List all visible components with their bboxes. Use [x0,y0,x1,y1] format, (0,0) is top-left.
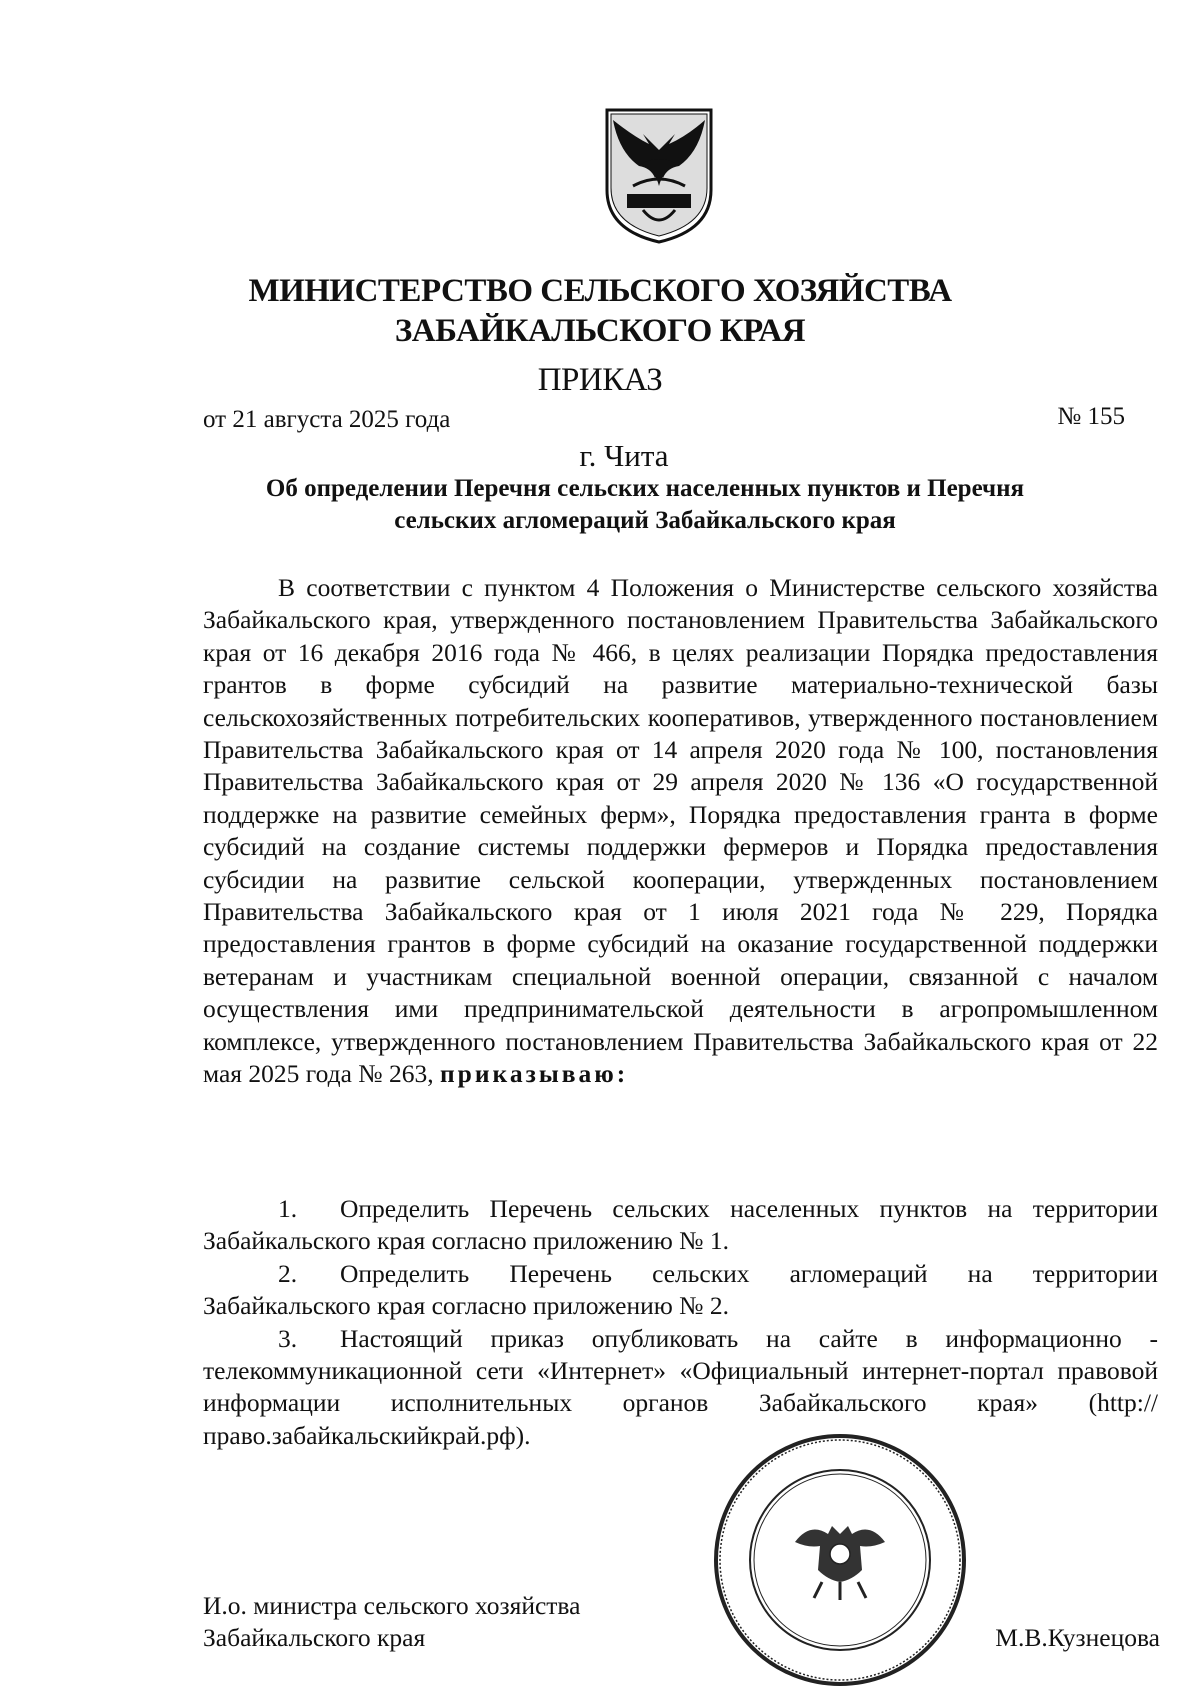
command-word: приказываю: [439,1059,629,1089]
document-type: ПРИКАЗ [537,362,663,398]
official-seal-stamp [710,1430,970,1690]
coat-of-arms-emblem [603,106,715,246]
order-item [203,1193,1158,1258]
document-date: от 21 августа 2025 года [203,406,451,433]
item-text: Определить Перечень сельских населенных пунктов на территории Забайкальского края согласно приложению № 1. [203,1194,1158,1256]
order-item [203,1323,1158,1453]
position-line1: И.о. министра сельского хозяйства [203,1591,581,1620]
item-number: 1. [278,1194,298,1223]
item-text: Определить Перечень сельских агломераций на территории Забайкальского края согласно приложению № 2. [203,1258,1158,1321]
preamble [203,572,1158,1091]
title-line2: сельских агломераций Забайкальского края [394,507,896,534]
preamble-paragraph [203,572,1158,1091]
ministry-name-line1: МИНИСТЕРСТВО СЕЛЬСКОГО ХОЗЯЙСТВА [248,273,952,309]
preamble-text: В соответствии с пунктом 4 Положения о Министерстве сельского хозяйства Забайкальского края, утвержденного постановлением Правительства Забайкальского края от 16 декабря 2016 года № 466, в целях реализации Порядка предоставления грантов в форме субсидий на развитие материально-технической базы сельскохозяйственных потребительских кооперативов, утвержденного постановлением Правительства Забайкальского края от 14 апреля 2020 года № 100, постановления Правительства Забайкальского края от 29 апреля 2020 № 136 «О государственной поддержке на развитие семейных ферм», Порядка предоставления гранта в форме субсидий на создание системы поддержки фермеров и Порядка предоставления субсидии на развитие сельской кооперации, утвержденных постановлением Правительства Забайкальского края от 1 июля 2021 года № 229, Порядка предоставления грантов в форме субсидий на оказание государственной поддержки ветеранам и участникам специальной военной операции, связанной с началом осуществления ими предпринимательской деятельности в агропромышленном комплексе, утвержденного постановлением Правительства Забайкальского края от 22 мая 2025 года № 263, [203,573,1158,1089]
position-line2: Забайкальского края [203,1623,426,1652]
document-number: № 155 [1057,403,1125,430]
item-number: 2. [278,1258,298,1288]
order-items [203,1193,1158,1452]
document-city: г. Чита [579,438,669,473]
order-item [203,1258,1158,1323]
signatory-name: М.В.Кузнецова [995,1623,1160,1652]
title-line1: Об определении Перечня сельских населенных пунктов и Перечня [265,475,1025,502]
item-number: 3. [278,1323,298,1353]
item-text: Настоящий приказ опубликовать на сайте в информационно - телекоммуникационной сети «Интернет» «Официальный интернет-портал правовой информации исполнительных органов Забайкальского края» (http://право.забайкальскийкрай.рф). [203,1323,1158,1450]
document-title [200,473,1090,537]
signature-position [203,1590,580,1654]
ministry-name-line2: ЗАБАЙКАЛЬСКОГО КРАЯ [394,313,806,349]
